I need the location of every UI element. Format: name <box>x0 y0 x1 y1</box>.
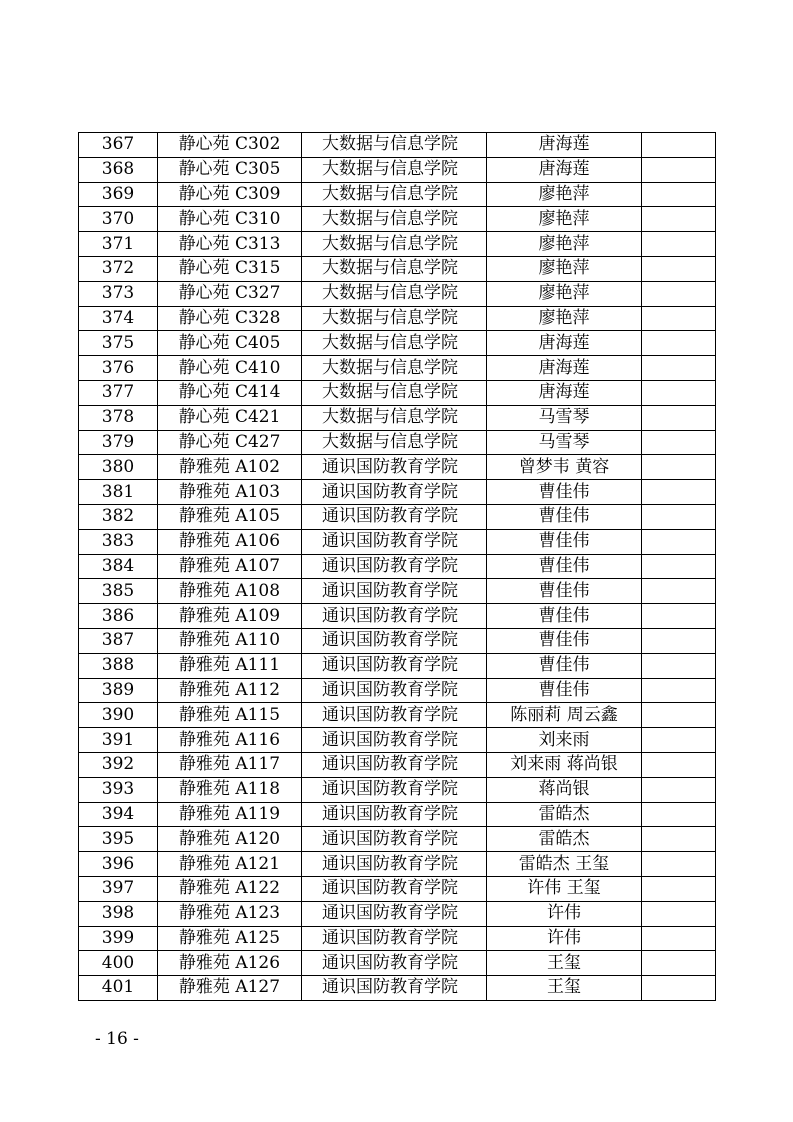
cell-number: 377 <box>79 380 158 405</box>
cell-staff: 许伟 <box>487 926 642 951</box>
cell-number: 391 <box>79 728 158 753</box>
cell-number: 379 <box>79 430 158 455</box>
cell-number: 381 <box>79 480 158 505</box>
table-row <box>79 678 716 703</box>
table-row <box>79 133 716 158</box>
cell-note <box>642 356 716 381</box>
cell-note <box>642 777 716 802</box>
cell-college: 通识国防教育学院 <box>302 951 487 976</box>
cell-college: 通识国防教育学院 <box>302 455 487 480</box>
cell-college: 通识国防教育学院 <box>302 579 487 604</box>
cell-note <box>642 207 716 232</box>
cell-number: 399 <box>79 926 158 951</box>
cell-college: 通识国防教育学院 <box>302 678 487 703</box>
cell-room: 静心苑 C315 <box>158 256 302 281</box>
cell-number: 387 <box>79 628 158 653</box>
table-row <box>79 728 716 753</box>
cell-number: 394 <box>79 802 158 827</box>
cell-note <box>642 554 716 579</box>
cell-college: 通识国防教育学院 <box>302 653 487 678</box>
table-row <box>79 306 716 331</box>
cell-staff: 曹佳伟 <box>487 529 642 554</box>
cell-staff: 刘来雨 <box>487 728 642 753</box>
cell-staff: 蒋尚银 <box>487 777 642 802</box>
table-row <box>79 480 716 505</box>
cell-staff: 廖艳萍 <box>487 182 642 207</box>
cell-note <box>642 480 716 505</box>
table-row <box>79 951 716 976</box>
cell-college: 大数据与信息学院 <box>302 256 487 281</box>
cell-staff: 唐海莲 <box>487 356 642 381</box>
cell-staff: 陈丽莉 周云鑫 <box>487 703 642 728</box>
table-row <box>79 529 716 554</box>
cell-note <box>642 827 716 852</box>
cell-staff: 廖艳萍 <box>487 306 642 331</box>
cell-college: 大数据与信息学院 <box>302 133 487 158</box>
table-row <box>79 356 716 381</box>
table-body <box>79 133 716 1001</box>
cell-number: 398 <box>79 901 158 926</box>
cell-college: 通识国防教育学院 <box>302 901 487 926</box>
cell-note <box>642 430 716 455</box>
cell-staff: 廖艳萍 <box>487 207 642 232</box>
cell-college: 大数据与信息学院 <box>302 380 487 405</box>
cell-note <box>642 579 716 604</box>
cell-note <box>642 604 716 629</box>
cell-number: 372 <box>79 256 158 281</box>
cell-note <box>642 728 716 753</box>
cell-room: 静雅苑 A127 <box>158 976 302 1001</box>
cell-college: 通识国防教育学院 <box>302 554 487 579</box>
table-row <box>79 876 716 901</box>
cell-note <box>642 703 716 728</box>
cell-number: 395 <box>79 827 158 852</box>
cell-staff: 许伟 王玺 <box>487 876 642 901</box>
cell-number: 367 <box>79 133 158 158</box>
cell-room: 静雅苑 A111 <box>158 653 302 678</box>
cell-room: 静雅苑 A109 <box>158 604 302 629</box>
cell-staff: 唐海莲 <box>487 133 642 158</box>
table-row <box>79 554 716 579</box>
cell-staff: 廖艳萍 <box>487 232 642 257</box>
cell-staff: 雷皓杰 <box>487 802 642 827</box>
cell-note <box>642 133 716 158</box>
cell-number: 373 <box>79 281 158 306</box>
cell-staff: 曹佳伟 <box>487 653 642 678</box>
table-row <box>79 207 716 232</box>
cell-room: 静心苑 C414 <box>158 380 302 405</box>
cell-college: 通识国防教育学院 <box>302 852 487 877</box>
cell-number: 385 <box>79 579 158 604</box>
cell-staff: 许伟 <box>487 901 642 926</box>
cell-college: 大数据与信息学院 <box>302 306 487 331</box>
cell-note <box>642 380 716 405</box>
cell-college: 通识国防教育学院 <box>302 480 487 505</box>
cell-room: 静雅苑 A119 <box>158 802 302 827</box>
cell-staff: 王玺 <box>487 976 642 1001</box>
cell-note <box>642 901 716 926</box>
cell-number: 401 <box>79 976 158 1001</box>
cell-staff: 曹佳伟 <box>487 628 642 653</box>
cell-note <box>642 628 716 653</box>
cell-note <box>642 802 716 827</box>
cell-number: 375 <box>79 331 158 356</box>
cell-room: 静雅苑 A117 <box>158 752 302 777</box>
cell-note <box>642 752 716 777</box>
cell-staff: 马雪琴 <box>487 430 642 455</box>
table-row <box>79 232 716 257</box>
cell-staff: 唐海莲 <box>487 331 642 356</box>
cell-staff: 唐海莲 <box>487 380 642 405</box>
table-row <box>79 976 716 1001</box>
cell-college: 通识国防教育学院 <box>302 703 487 728</box>
table-row <box>79 281 716 306</box>
cell-room: 静雅苑 A110 <box>158 628 302 653</box>
cell-college: 通识国防教育学院 <box>302 752 487 777</box>
cell-room: 静雅苑 A120 <box>158 827 302 852</box>
cell-college: 大数据与信息学院 <box>302 356 487 381</box>
cell-college: 通识国防教育学院 <box>302 827 487 852</box>
cell-number: 368 <box>79 157 158 182</box>
cell-college: 大数据与信息学院 <box>302 232 487 257</box>
cell-room: 静雅苑 A121 <box>158 852 302 877</box>
cell-room: 静心苑 C410 <box>158 356 302 381</box>
cell-note <box>642 852 716 877</box>
cell-number: 370 <box>79 207 158 232</box>
table-row <box>79 628 716 653</box>
cell-room: 静雅苑 A105 <box>158 504 302 529</box>
table-row <box>79 653 716 678</box>
table-row <box>79 827 716 852</box>
cell-college: 大数据与信息学院 <box>302 157 487 182</box>
cell-room: 静雅苑 A115 <box>158 703 302 728</box>
cell-note <box>642 281 716 306</box>
cell-room: 静雅苑 A103 <box>158 480 302 505</box>
cell-note <box>642 926 716 951</box>
cell-number: 393 <box>79 777 158 802</box>
cell-note <box>642 529 716 554</box>
cell-note <box>642 306 716 331</box>
cell-college: 通识国防教育学院 <box>302 876 487 901</box>
cell-staff: 曹佳伟 <box>487 480 642 505</box>
cell-note <box>642 455 716 480</box>
cell-number: 369 <box>79 182 158 207</box>
cell-note <box>642 653 716 678</box>
table-row <box>79 752 716 777</box>
cell-college: 大数据与信息学院 <box>302 207 487 232</box>
cell-note <box>642 951 716 976</box>
cell-number: 389 <box>79 678 158 703</box>
table-row <box>79 703 716 728</box>
cell-number: 396 <box>79 852 158 877</box>
table-row <box>79 926 716 951</box>
cell-college: 通识国防教育学院 <box>302 802 487 827</box>
cell-note <box>642 405 716 430</box>
cell-number: 382 <box>79 504 158 529</box>
cell-college: 通识国防教育学院 <box>302 529 487 554</box>
cell-college: 大数据与信息学院 <box>302 331 487 356</box>
cell-number: 397 <box>79 876 158 901</box>
cell-staff: 廖艳萍 <box>487 256 642 281</box>
cell-room: 静雅苑 A107 <box>158 554 302 579</box>
cell-college: 通识国防教育学院 <box>302 628 487 653</box>
cell-number: 374 <box>79 306 158 331</box>
cell-college: 通识国防教育学院 <box>302 728 487 753</box>
cell-room: 静心苑 C309 <box>158 182 302 207</box>
cell-staff: 雷皓杰 王玺 <box>487 852 642 877</box>
cell-note <box>642 976 716 1001</box>
cell-college: 大数据与信息学院 <box>302 281 487 306</box>
cell-note <box>642 232 716 257</box>
cell-room: 静心苑 C313 <box>158 232 302 257</box>
cell-room: 静雅苑 A112 <box>158 678 302 703</box>
cell-room: 静雅苑 A108 <box>158 579 302 604</box>
table-row <box>79 579 716 604</box>
cell-room: 静心苑 C305 <box>158 157 302 182</box>
table-row <box>79 777 716 802</box>
cell-staff: 曹佳伟 <box>487 504 642 529</box>
cell-college: 大数据与信息学院 <box>302 405 487 430</box>
cell-room: 静心苑 C405 <box>158 331 302 356</box>
cell-staff: 曹佳伟 <box>487 604 642 629</box>
table-row <box>79 604 716 629</box>
cell-college: 大数据与信息学院 <box>302 430 487 455</box>
cell-staff: 廖艳萍 <box>487 281 642 306</box>
cell-staff: 曾梦韦 黄容 <box>487 455 642 480</box>
cell-number: 388 <box>79 653 158 678</box>
table-row <box>79 504 716 529</box>
table-row <box>79 455 716 480</box>
dormitory-table <box>78 132 716 1001</box>
cell-number: 383 <box>79 529 158 554</box>
table-row <box>79 430 716 455</box>
cell-number: 392 <box>79 752 158 777</box>
cell-number: 390 <box>79 703 158 728</box>
cell-staff: 曹佳伟 <box>487 554 642 579</box>
cell-number: 376 <box>79 356 158 381</box>
cell-college: 通识国防教育学院 <box>302 604 487 629</box>
table-row <box>79 405 716 430</box>
cell-note <box>642 331 716 356</box>
cell-note <box>642 876 716 901</box>
cell-number: 380 <box>79 455 158 480</box>
cell-staff: 曹佳伟 <box>487 678 642 703</box>
cell-room: 静心苑 C327 <box>158 281 302 306</box>
cell-room: 静雅苑 A122 <box>158 876 302 901</box>
cell-room: 静雅苑 A116 <box>158 728 302 753</box>
cell-note <box>642 678 716 703</box>
cell-number: 378 <box>79 405 158 430</box>
cell-college: 通识国防教育学院 <box>302 976 487 1001</box>
cell-note <box>642 504 716 529</box>
cell-room: 静雅苑 A125 <box>158 926 302 951</box>
page-number: - 16 - <box>95 1029 139 1049</box>
cell-room: 静雅苑 A123 <box>158 901 302 926</box>
cell-number: 371 <box>79 232 158 257</box>
cell-college: 通识国防教育学院 <box>302 504 487 529</box>
table-row <box>79 182 716 207</box>
cell-staff: 刘来雨 蒋尚银 <box>487 752 642 777</box>
cell-staff: 雷皓杰 <box>487 827 642 852</box>
table-row <box>79 331 716 356</box>
cell-staff: 马雪琴 <box>487 405 642 430</box>
cell-note <box>642 157 716 182</box>
table-row <box>79 157 716 182</box>
cell-room: 静心苑 C427 <box>158 430 302 455</box>
cell-room: 静雅苑 A106 <box>158 529 302 554</box>
cell-college: 通识国防教育学院 <box>302 777 487 802</box>
cell-college: 通识国防教育学院 <box>302 926 487 951</box>
table-row <box>79 380 716 405</box>
cell-room: 静心苑 C328 <box>158 306 302 331</box>
cell-staff: 王玺 <box>487 951 642 976</box>
cell-number: 384 <box>79 554 158 579</box>
cell-staff: 唐海莲 <box>487 157 642 182</box>
table-row <box>79 901 716 926</box>
cell-room: 静雅苑 A126 <box>158 951 302 976</box>
cell-room: 静心苑 C310 <box>158 207 302 232</box>
table-row <box>79 802 716 827</box>
table-row <box>79 852 716 877</box>
cell-room: 静雅苑 A102 <box>158 455 302 480</box>
cell-staff: 曹佳伟 <box>487 579 642 604</box>
cell-room: 静雅苑 A118 <box>158 777 302 802</box>
cell-note <box>642 182 716 207</box>
cell-number: 400 <box>79 951 158 976</box>
cell-college: 大数据与信息学院 <box>302 182 487 207</box>
cell-number: 386 <box>79 604 158 629</box>
cell-room: 静心苑 C421 <box>158 405 302 430</box>
cell-note <box>642 256 716 281</box>
table-row <box>79 256 716 281</box>
cell-room: 静心苑 C302 <box>158 133 302 158</box>
